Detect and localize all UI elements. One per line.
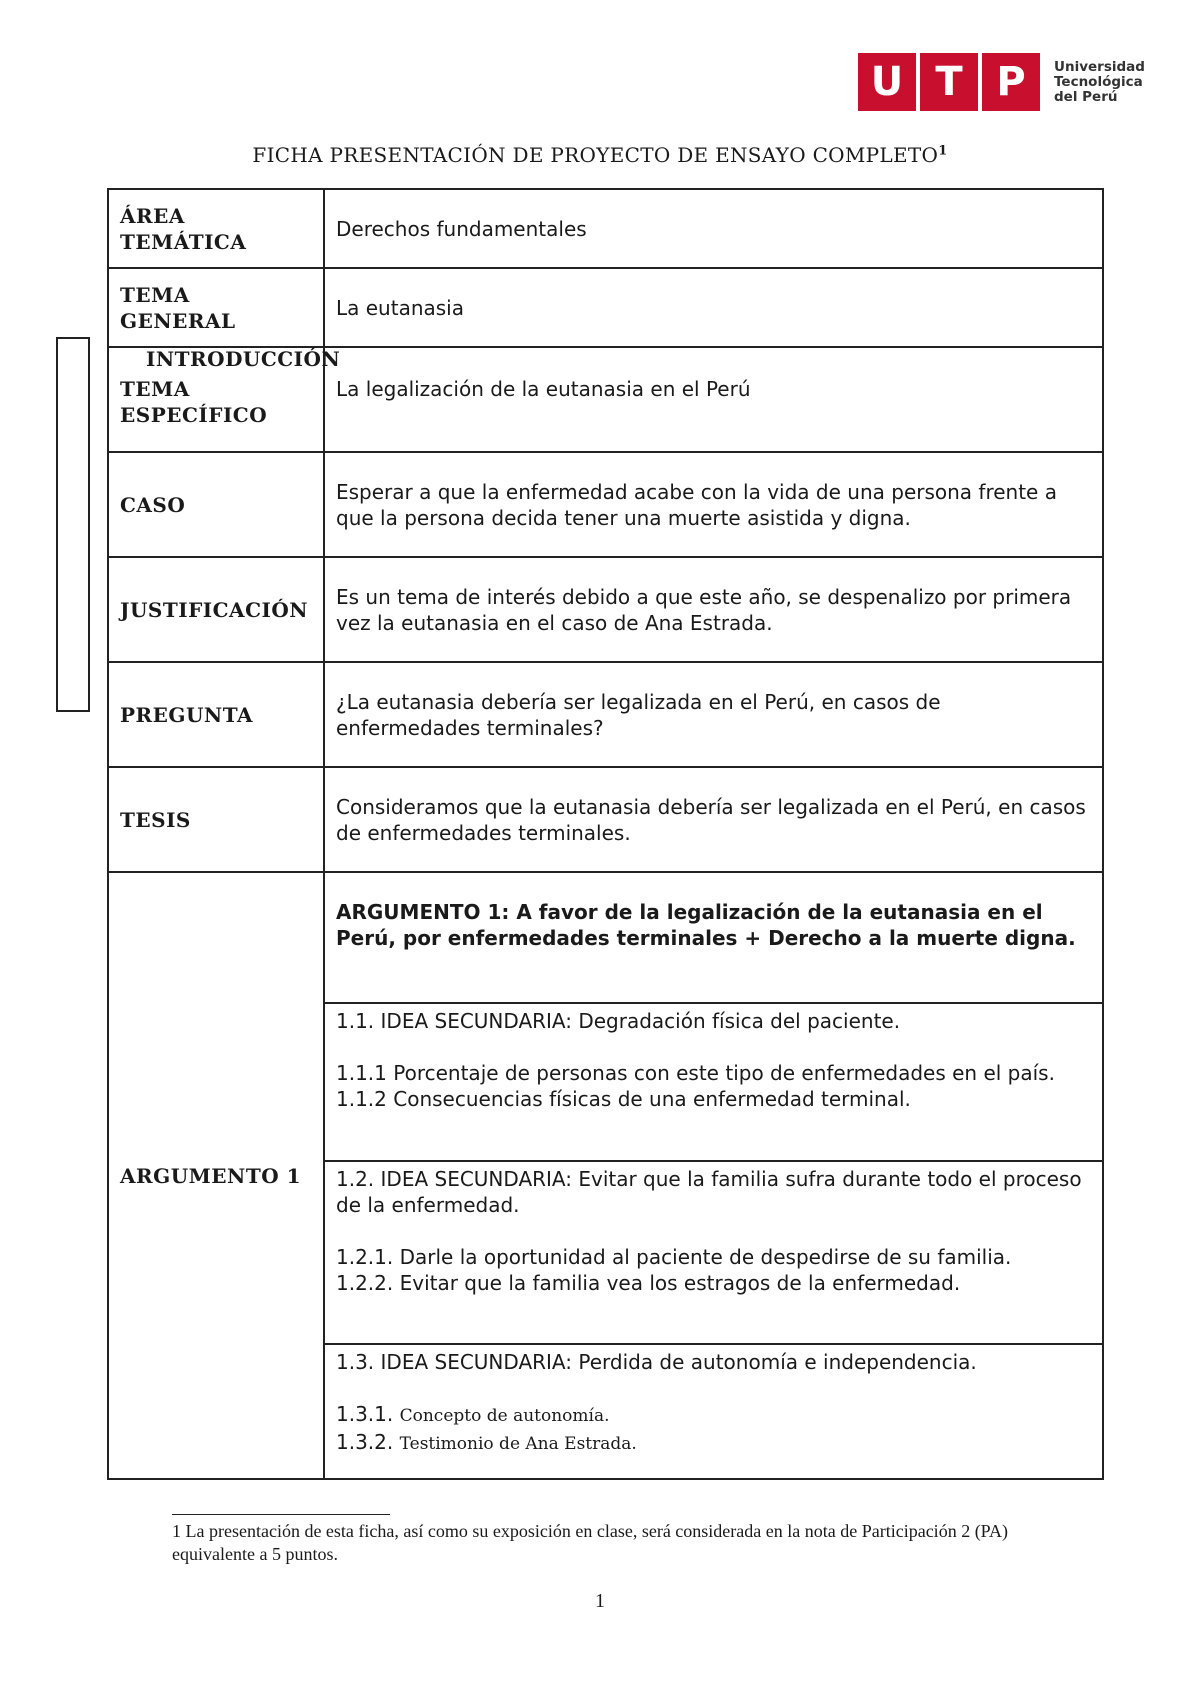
- row-label-justificacion: JUSTIFICACIÓN: [108, 557, 324, 662]
- side-frame-box: [56, 337, 90, 712]
- document-title-text: FICHA PRESENTACIÓN DE PROYECTO DE ENSAYO COMPLETO: [252, 143, 939, 167]
- row-content-justificacion: Es un tema de interés debido a que este año, se despenalizo por primera vez la eutanasia en el caso de Ana Estrada.: [324, 557, 1103, 662]
- table-row-argument: [108, 872, 1103, 1479]
- utp-logo: [858, 53, 1145, 111]
- row-content-area: Derechos fundamentales: [324, 189, 1103, 268]
- title-footnote-mark: 1: [938, 143, 948, 159]
- logo-text-line-2: Tecnológica: [1054, 73, 1143, 90]
- table-row: [108, 452, 1103, 557]
- secondary-idea-2-title: 1.2. IDEA SECUNDARIA: Evitar que la familia sufra durante todo el proceso de la enfermedad.: [336, 1167, 1082, 1217]
- row-label-argumento: ARGUMENTO 1: [108, 872, 324, 1479]
- secondary-idea-3-item-1: [336, 1401, 1091, 1429]
- item-text: Testimonio de Ana Estrada.: [399, 1434, 637, 1454]
- secondary-idea-1: [325, 1004, 1102, 1162]
- table-row: [108, 268, 1103, 347]
- secondary-idea-1-item-2: 1.1.2 Consecuencias físicas de una enfermedad terminal.: [336, 1087, 911, 1111]
- logo-university-name: [1054, 60, 1145, 105]
- logo-letter-p: P: [982, 53, 1040, 111]
- footnote-separator: [172, 1514, 390, 1515]
- table-row: [108, 189, 1103, 268]
- secondary-idea-2-item-1: 1.2.1. Darle la oportunidad al paciente de despedirse de su familia.: [336, 1245, 1012, 1269]
- secondary-idea-1-title: 1.1. IDEA SECUNDARIA: Degradación física del paciente.: [336, 1009, 901, 1033]
- logo-text-line-3: del Perú: [1054, 88, 1118, 105]
- project-sheet-table: [107, 188, 1104, 1480]
- logo-letter-u: U: [858, 53, 916, 111]
- secondary-idea-2: [325, 1162, 1102, 1345]
- row-content-caso: Esperar a que la enfermedad acabe con la vida de una persona frente a que la persona decida tener una muerte asistida y digna.: [324, 452, 1103, 557]
- row-content-tema-general: La eutanasia: [324, 268, 1103, 347]
- row-label-tema-especifico: TEMA ESPECÍFICO: [108, 347, 324, 452]
- footnote: 1 La presentación de esta ficha, así como su exposición en clase, será considerada en la nota de Participación 2 (PA) equivalente a 5 puntos.: [172, 1521, 1009, 1564]
- logo-text-line-1: Universidad: [1054, 58, 1145, 75]
- overlay-introduccion: INTRODUCCIÓN: [146, 347, 341, 371]
- secondary-idea-2-item-2: 1.2.2. Evitar que la familia vea los estragos de la enfermedad.: [336, 1271, 961, 1295]
- argument-cell: [324, 872, 1103, 1479]
- row-label-caso: CASO: [108, 452, 324, 557]
- row-content-tema-especifico: La legalización de la eutanasia en el Perú: [324, 347, 1103, 452]
- row-content-tesis: Consideramos que la eutanasia debería ser legalizada en el Perú, en casos de enfermedades terminales.: [324, 767, 1103, 872]
- row-content-pregunta: ¿La eutanasia debería ser legalizada en el Perú, en casos de enfermedades terminales?: [324, 662, 1103, 767]
- logo-letter-t: T: [920, 53, 978, 111]
- row-label-tesis: TESIS: [108, 767, 324, 872]
- item-text: Concepto de autonomía.: [399, 1406, 610, 1426]
- row-label-area: ÁREA TEMÁTICA: [108, 189, 324, 268]
- argument-title: ARGUMENTO 1: A favor de la legalización de la eutanasia en el Perú, por enfermedades terminales + Derecho a la muerte digna.: [325, 873, 1102, 1004]
- table-row: [108, 767, 1103, 872]
- secondary-idea-1-item-1: 1.1.1 Porcentaje de personas con este tipo de enfermedades en el país.: [336, 1061, 1055, 1085]
- item-number: 1.3.1.: [336, 1402, 400, 1426]
- secondary-idea-3-item-2: [336, 1429, 1091, 1457]
- document-title: [0, 143, 1200, 167]
- secondary-idea-3: [325, 1345, 1102, 1478]
- table-row: [108, 557, 1103, 662]
- page-number: 1: [595, 1590, 605, 1612]
- secondary-idea-3-title: 1.3. IDEA SECUNDARIA: Perdida de autonomía e independencia.: [336, 1350, 977, 1374]
- item-number: 1.3.2.: [336, 1430, 400, 1454]
- row-label-pregunta: PREGUNTA: [108, 662, 324, 767]
- table-row: [108, 662, 1103, 767]
- row-label-tema-general: TEMA GENERAL: [108, 268, 324, 347]
